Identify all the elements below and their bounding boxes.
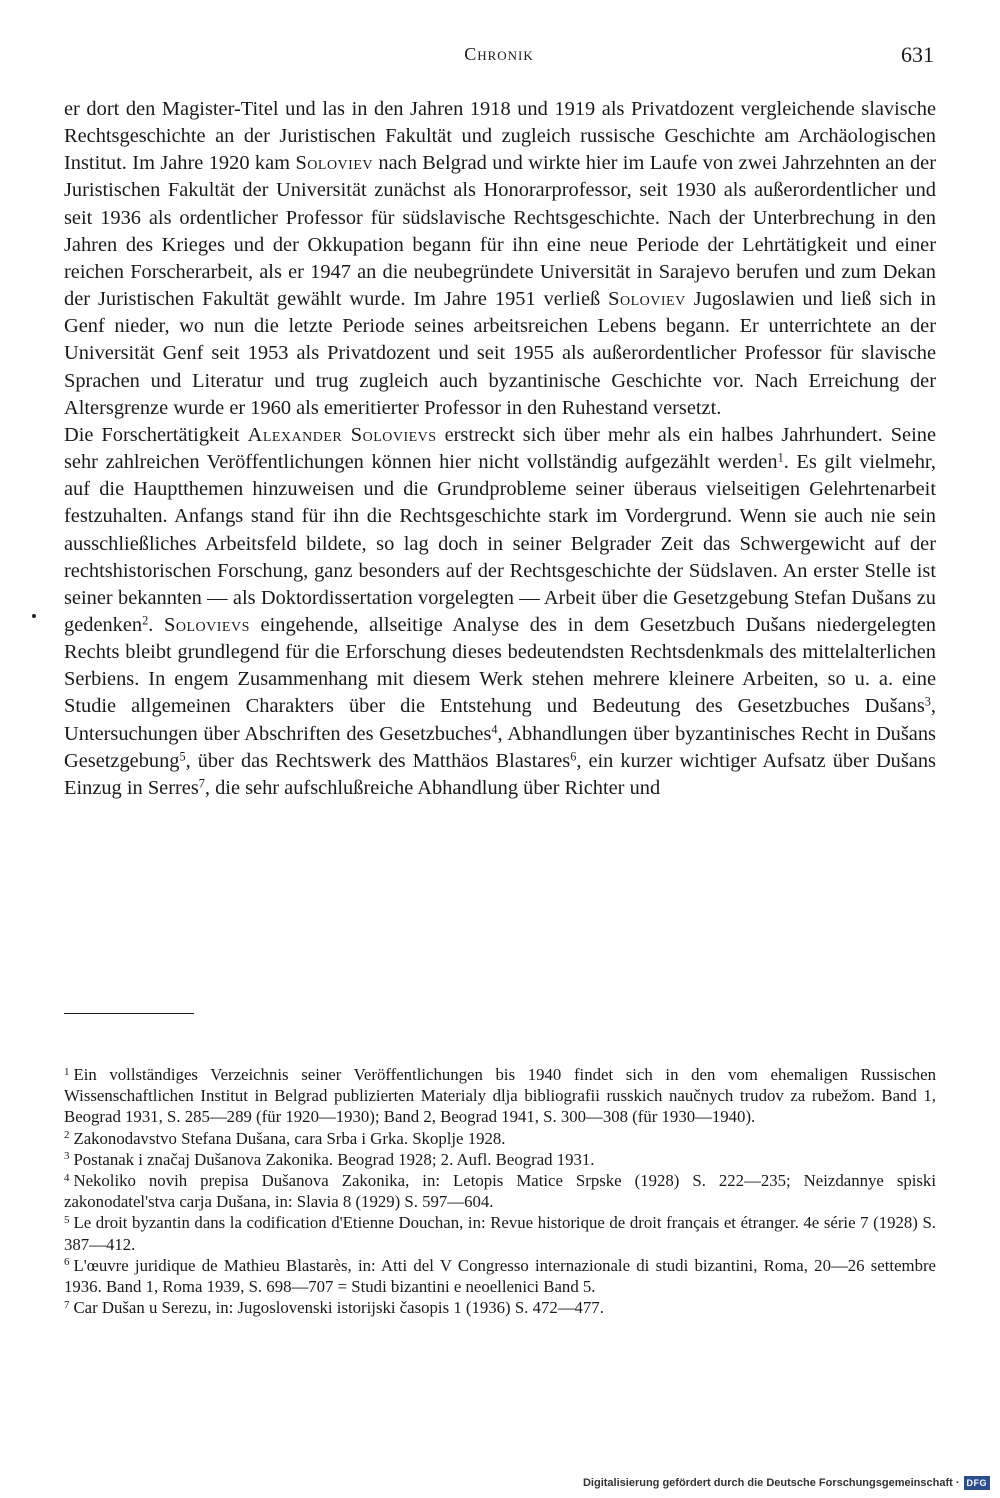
text-run: . Es gilt vielmehr, auf die Hauptthemen hinzuweisen und die Grundprobleme seiner überaus vielseitigen Gelehrtenarbeit festzuhalten. Anfangs stand für ihn die Rechtsgeschichte stark im Vordergrund. Wenn sie auch nie sein ausschließliches Arbeitsfeld bildete, so lag doch in seiner Belgrader Zeit das Schwergewicht auf der rechtshistorischen Forschung, ganz besonders auf der Rechtsgeschichte der Südslaven. An erster Stelle ist seiner bekannten — als Doktordissertation vorgelegten — Arbeit über die Gesetzgebung Stefan Dušans zu gedenken [64,451,936,636]
text-run: , ein kurzer wichtiger Aufsatz über Dušans Einzug in Serres [64,749,936,799]
footnote-text: L'œuvre juridique de Mathieu Blastarès, in: Atti del V Congresso internazionale di studi bizantini, Roma, 20—26 settembre 1936. Band 1, Roma 1939, S. 698—707 = Studi bizantini e neoellenici Band 5. [64,1255,936,1297]
footnote-number: 3 [64,1150,70,1163]
author-name: Alexander Solovievs [247,423,437,446]
footnotes [64,1064,936,1318]
body-text [64,96,936,802]
footnote [64,1064,936,1128]
footnote-ref[interactable]: 6 [570,749,577,764]
footnote-number: 7 [64,1298,70,1311]
running-head: Chronik [464,44,534,64]
footnote [64,1128,936,1149]
footnote-number: 2 [64,1129,70,1142]
footnote-text: Ein vollständiges Verzeichnis seiner Veröffentlichungen bis 1940 findet sich in den vom ehemaligen Russischen Wissenschaftlichen Institut in Belgrad publizierten Materialy dlja bibliografii russkich naučnych trudov za rubežom. Band 1, Beograd 1931, S. 285—289 (für 1920—1930); Band 2, Beograd 1941, S. 300—308 (für 1930—1940). [64,1065,936,1127]
text-run: erstreckt sich über mehr als ein halbes Jahrhundert. Seine sehr zahlreichen Veröffentlichungen können hier nicht vollständig aufgezählt werden [64,423,936,474]
text-run: er dort den Magister-Titel und las in den Jahren 1918 und 1919 als Privatdozent vergleichende slavische Rechtsgeschichte an der Juristischen Fakultät und zugleich russische Geschichte am Archäologischen Institut. Im Jahre 1920 kam [64,98,936,175]
text-run: nach Belgrad und wirkte hier im Laufe von zwei Jahrzehnten an der Juristischen Fakultät der Universität zunächst als Honorarprofessor, seit 1930 als außerordentlicher und seit 1936 als ordentlicher Professor für südslavische Rechtsgeschichte. Nach der Unterbrechung in den Jahren des Krieges und der Okkupation begann für ihn eine neue Periode der Lehrtätigkeit und einer reichen Forscherarbeit, als er 1947 an die neubegründete Universität in Sarajevo berufen und zum Dekan der Juristischen Fakultät gewählt wurde. Im Jahre 1951 verließ [64,152,936,311]
footnote [64,1149,936,1170]
footnote-number: 1 [64,1065,70,1078]
text-run: , die sehr aufschlußreiche Abhandlung über Richter und [204,776,661,799]
digitization-credit [583,1474,990,1492]
footnote-text: Zakonodavstvo Stefana Dušana, cara Srba i Grka. Skoplje 1928. [73,1128,506,1148]
footnote-text: Nekoliko novih prepisa Dušanova Zakonika, in: Letopis Matice Srpske (1928) S. 222—235; Neizdannye spiski zakonodatel'stva carja Dušana, in: Slavia 8 (1929) S. 597—604. [64,1171,936,1212]
footnote-text: Postanak i značaj Dušanova Zakonika. Beograd 1928; 2. Aufl. Beograd 1931. [73,1149,595,1169]
author-name: Solovievs [164,613,250,636]
margin-mark [32,614,36,618]
footnote-ref[interactable]: 4 [491,721,498,736]
paragraph-1 [64,96,936,422]
footnote-ref[interactable]: 2 [142,613,149,628]
footnote-ref[interactable]: 7 [198,776,205,791]
footnote-separator [64,1013,194,1014]
page-header [64,40,934,70]
footnote-text: Le droit byzantin dans la codification d'Etienne Douchan, in: Revue historique de droit français et étranger. 4e série 7 (1928) S. 387—412. [64,1213,936,1254]
footnote [64,1170,936,1212]
footnote-number: 6 [64,1256,70,1269]
text-run: , über das Rechtswerk des Matthäos Blastares [185,749,571,772]
footnote [64,1212,936,1254]
footnote [64,1297,936,1318]
footnote-number: 4 [64,1171,70,1184]
text-run: Die Forschertätigkeit [64,423,248,446]
page-number: 631 [901,42,934,67]
text-run: , Abhandlungen über byzantinisches Recht in Dušans Gesetzgebung [64,722,936,772]
paragraph-2 [64,422,936,802]
footnote-ref[interactable]: 1 [777,450,784,465]
text-run: , Untersuchungen über Abschriften des Gesetzbuches [64,695,936,745]
credit-text: Digitalisierung gefördert durch die Deutsche Forschungsgemeinschaft · [582,1477,960,1489]
text-run: Jugoslawien und ließ sich in Genf nieder, wo nun die letzte Periode seines arbeitsreichen Lebens begann. Er unterrichtete an der Universität Genf seit 1953 als Privatdozent und seit 1955 als außerordentlicher Professor für slavische Sprachen und Literatur und trug zugleich auch byzantinische Geschichte vor. Nach Erreichung der Altersgrenze wurde er 1960 als emeritierter Professor in den Ruhestand versetzt. [64,288,937,419]
footnote-text: Car Dušan u Serezu, in: Jugoslovenski istorijski časopis 1 (1936) S. 472—477. [73,1298,604,1318]
text-run: . [148,613,165,636]
author-name: Soloviev [295,152,373,175]
author-name: Soloviev [608,288,686,311]
dfg-logo: DFG [964,1476,991,1490]
footnote-number: 5 [64,1213,70,1226]
footnote-ref[interactable]: 3 [924,694,931,709]
text-run: eingehende, allseitige Analyse des in dem Gesetzbuch Dušans niedergelegten Rechts bleibt grundlegend für die Erforschung dieses bedeutendsten Rechtsdenkmals des mittelalterlichen Serbiens. In engem Zusammenhang mit diesem Werk stehen mehrere kleinere Arbeiten, so u. a. eine Studie allgemeinen Charakters über die Entstehung und Bedeutung des Gesetzbuches Dušans [64,613,936,718]
footnote-ref[interactable]: 5 [179,749,186,764]
footnote [64,1255,936,1297]
